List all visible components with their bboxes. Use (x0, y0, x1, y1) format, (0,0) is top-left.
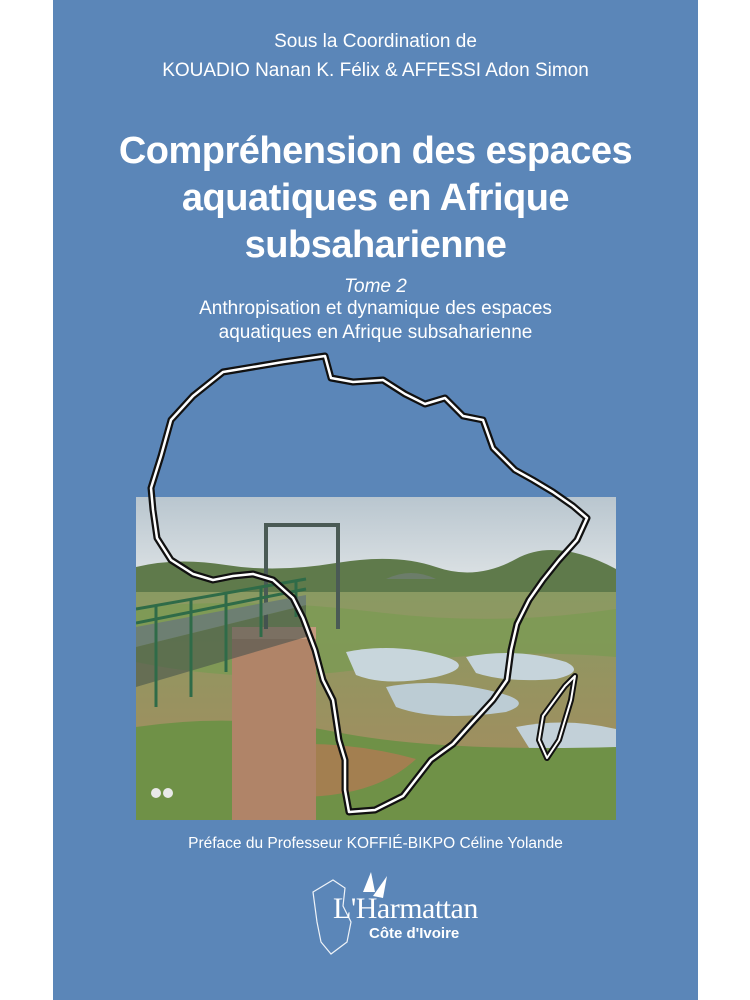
book-title (53, 128, 698, 269)
landscape-illustration (136, 497, 616, 820)
title-line-2: aquatiques en Afrique (181, 177, 570, 219)
publisher-subtitle: Côte d'Ivoire (369, 925, 460, 942)
title-line-3: subsaharienne (244, 224, 507, 266)
title-line-1: Compréhension des espaces (118, 130, 633, 172)
preface-credit: Préface du Professeur KOFFIÉ-BIKPO Céline Yolande (188, 835, 563, 852)
subtitle (53, 297, 698, 345)
publisher-name: L'Harmattan (333, 892, 478, 925)
tome-label: Tome 2 (344, 276, 407, 297)
coordination-label: Sous la Coordination de (274, 31, 477, 52)
authors: KOUADIO Nanan K. Félix & AFFESSI Adon Simon (162, 60, 589, 81)
cover-photo (136, 497, 616, 820)
subtitle-line-1: Anthropisation et dynamique des espaces (199, 298, 552, 319)
subtitle-line-2: aquatiques en Afrique subsaharienne (218, 322, 533, 343)
book-cover (53, 0, 698, 1000)
